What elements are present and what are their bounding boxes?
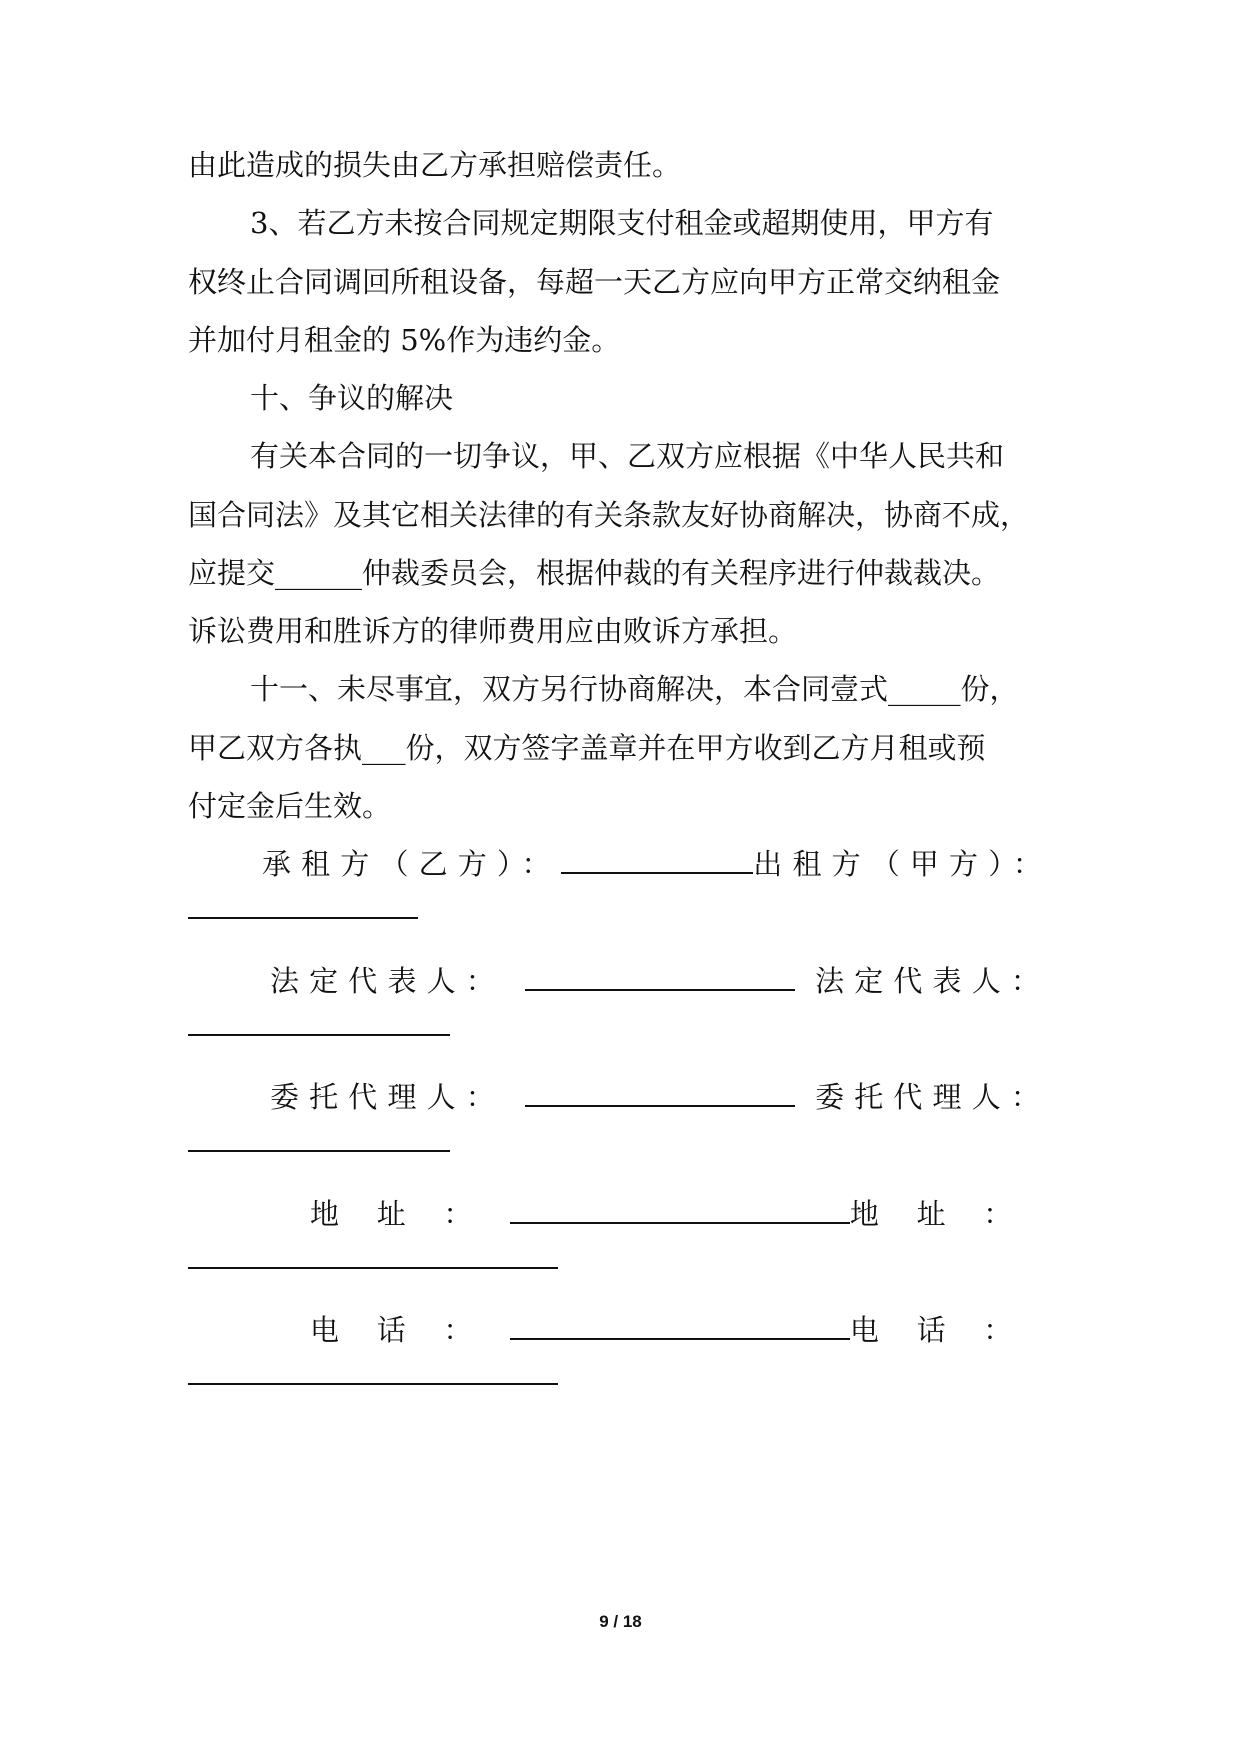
agent-right-label: 委托代理人：	[815, 1080, 1050, 1114]
paragraph-line: 甲乙双方各执___份，双方签字盖章并在甲方收到乙方月租或预	[188, 731, 986, 765]
legal-rep-right-blank	[188, 1034, 450, 1036]
agent-left-label: 委托代理人：	[270, 1080, 505, 1114]
phone-left-label: 电话：	[310, 1313, 511, 1347]
signature-row-phone	[310, 1310, 1050, 1350]
section-heading: 十、争议的解决	[250, 381, 454, 415]
lessee-signature-blank	[561, 846, 754, 874]
paragraph-line: 国合同法》及其它相关法律的有关条款友好协商解决，协商不成，	[188, 498, 1030, 532]
paragraph-line: 付定金后生效。	[188, 789, 392, 823]
legal-rep-left-label: 法定代表人：	[270, 964, 505, 998]
page-number: 9 / 18	[599, 1612, 642, 1631]
phone-left-blank	[510, 1312, 850, 1340]
address-right-blank	[188, 1267, 558, 1269]
phone-right-blank	[188, 1383, 558, 1385]
signature-row-agent	[270, 1077, 1050, 1117]
agent-left-blank	[525, 1079, 795, 1107]
address-left-blank	[510, 1196, 850, 1224]
paragraph-line: 十一、未尽事宜，双方另行协商解决，本合同壹式_____份，	[250, 672, 1019, 706]
lessee-label: 承租方（乙方）：	[262, 847, 561, 881]
legal-rep-right-label: 法定代表人：	[815, 964, 1050, 998]
address-left-label: 地址：	[310, 1197, 511, 1231]
paragraph-line: 有关本合同的一切争议，甲、乙双方应根据《中华人民共和	[250, 439, 1005, 473]
paragraph-line: 由此造成的损失由乙方承担赔偿责任。	[188, 148, 682, 182]
lessor-label: 出租方（甲方）：	[753, 847, 1052, 881]
paragraph-line: 并加付月租金的 5%作为违约金。	[188, 323, 621, 357]
legal-rep-left-blank	[525, 963, 795, 991]
signature-row-parties	[262, 844, 1052, 884]
address-right-label: 地址：	[849, 1197, 1050, 1231]
signature-row-legal-rep	[270, 961, 1050, 1001]
paragraph-line: 权终止合同调回所租设备，每超一天乙方应向甲方正常交纳租金	[188, 265, 1001, 299]
signature-row-address	[310, 1194, 1050, 1234]
lessor-signature-blank	[188, 917, 418, 919]
paragraph-line: 应提交______仲裁委员会，根据仲裁的有关程序进行仲裁裁决。	[188, 556, 1001, 590]
phone-right-label: 电话：	[849, 1313, 1050, 1347]
agent-right-blank	[188, 1150, 450, 1152]
paragraph-line: 3、若乙方未按合同规定期限支付租金或超期使用，甲方有	[250, 206, 994, 240]
paragraph-line: 诉讼费用和胜诉方的律师费用应由败诉方承担。	[188, 614, 798, 648]
